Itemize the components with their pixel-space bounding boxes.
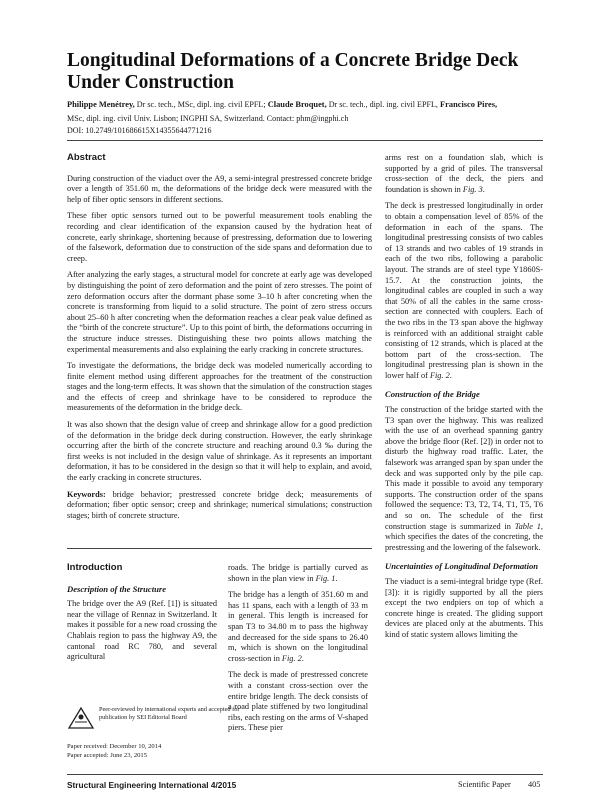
- received-date: Paper received: December 10, 2014: [67, 743, 162, 750]
- right-text: arms rest on a foundation slab, which is supported by a grid of piles. The transversal cross-section of the deck, the piers and foundation is shown in: [385, 153, 543, 194]
- journal-footer: Structural Engineering International 4/2015: [67, 780, 237, 790]
- keywords-label: Keywords:: [67, 489, 106, 499]
- author-name-1: Philippe Menétrey,: [67, 100, 135, 109]
- right-text: The viaduct is a semi-integral bridge type (Ref.: [385, 576, 543, 586]
- paper-title: Longitudinal Deformations of a Concrete Bridge Deck Under Construction: [67, 50, 519, 93]
- right-text: The deck is prestressed longitudinally in order to obtain a compensation level of 85% of the deformation in each of the spans. The longitudinal prestressing consists of two cables of 13 strands and two cables of 19 strands in each of the two ribs, following a parabolic layout. The strands are of steel type Y1860S-15.7. At the construction joints, the longitudinal cables are coupled in such a way that 50% of all the cables in the same cross-section are connected with couplers. Each of the two ribs in the T3 span above the highway is reinforced with an additional straight cable consisting of 12 strands, which is placed at the bottom part of the cross-section. The longitudinal prestressing plan is shown in the lower half of: [385, 201, 543, 380]
- intro-column: [67, 563, 217, 669]
- author-name-3: Francisco Pires,: [437, 100, 498, 109]
- header-divider: [67, 140, 543, 141]
- ref-link-1[interactable]: [1]: [168, 599, 178, 609]
- mid-text: roads. The bridge is partially curved as shown in the plan view in: [228, 563, 368, 583]
- abstract-paragraph: To investigate the deformations, the bridge deck was modeled numerically according to finite element method using different approaches for the treatment of the construction stages and the long-term effects. It was shown that the simulation of the construction stages and the effects of creep and shrinkage have to be considered to reproduce the measurements of the deformation in the bridge deck.: [67, 361, 372, 413]
- mid-paragraph: [228, 590, 368, 664]
- right-text: .: [449, 370, 452, 380]
- page-number: 405: [528, 780, 541, 789]
- footer-divider: [67, 774, 543, 775]
- intro-text: The bridge over the A9 (Ref.: [67, 599, 169, 609]
- author-affil-2: Dr sc. tech., dipl. ing. civil EPFL,: [326, 100, 438, 109]
- article-type: Scientific Paper: [458, 780, 511, 789]
- author-affil-1: Dr sc. tech., MSc, dipl. ing. civil EPFL;: [134, 100, 266, 109]
- mid-text: .: [335, 573, 338, 583]
- right-text: , which specifies the dates of the concreting, the prestressing and the lowering of the falsework.: [385, 521, 543, 552]
- right-text: ): it is rigidly supported by all the piers except the two endpiers on top of which a concrete hinge is created. The gliding support devices are placed only at the abutments. This kind of static system allows limiting the: [385, 587, 543, 639]
- abstract-paragraph: After analyzing the early stages, a structural model for concrete at early age was developed by distinguishing the point of zero deformation and the point of zero stresses. The point of zero deformation occurs after the dormant phase some 3–10 h after concreting when the concrete is transforming from liquid to a solid structure. The point of zero stress occurs about 25–60 h after concreting when the deformation reaches a clear peak value defined as the “birth of the concrete structure”. Up to this point of birth, the deformations occurring in the structure induce stresses. Distinguishing these two points allows matching the experimental measurements and also explaining the early cracking in concrete structures.: [67, 270, 372, 354]
- right-column: [385, 153, 543, 647]
- author-name-2: Claude Broquet,: [265, 100, 327, 109]
- accepted-date: Paper accepted: June 23, 2015: [67, 752, 148, 759]
- middle-column: [228, 563, 368, 740]
- right-text: The construction of the bridge started with the T3 span over the highway. This was realized with the use of an overhead spanning gantry above the bridge floor (Ref.: [385, 405, 543, 446]
- right-text: ) in order not to disturb the highway road traffic. Later, the falsework was arranged span by span under the deck and was supported only by the pile cap. This made it possible to avoid any temporary supports. The construction order of the spans followed the sequence: T3, T2, T4, T1, T5, T6 and so on. The schedule of the first construction stage is summarized in: [385, 436, 543, 531]
- mid-paragraph: [228, 563, 368, 584]
- abstract-section: [67, 153, 372, 527]
- fig-1-link[interactable]: Fig. 1: [315, 573, 336, 583]
- intro-paragraph: [67, 599, 217, 663]
- abstract-paragraph: It was also shown that the design value of creep and shrinkage allow for a good prediction of the deformation in the bridge deck during construction. However, the early shrinkage occurring after the birth of the concrete structure and reaching around 0.3 ‰ during the first weeks is not included in the design value of shrinkage. As it represents an important deformation, it has to be considered in the design so that it will help to explain, and avoid, the early cracking in concrete structures.: [67, 420, 372, 483]
- peer-review-notice: [67, 704, 249, 744]
- right-paragraph: [385, 153, 543, 195]
- mid-paragraph: The deck is made of prestressed concrete with a constant cross-section over the entire bridge length. The deck consists of a road plate stiffened by two longitudinal ribs, each resting on the arms of V-shaped piers. These pier: [228, 670, 368, 733]
- abstract-paragraph: During construction of the viaduct over the A9, a semi-integral prestressed concrete bridge over a length of 351.60 m, the deformations of the bridge deck were measured with the help of fiber optic sensors in different sections.: [67, 173, 372, 204]
- intro-text: ) is situated near the village of Rennaz in Switzerland. It makes it possible for a new road crossing the Chablais region to pass the highway A9, the cantonal road RC 780, and several agricultural: [67, 599, 217, 662]
- right-paragraph: [385, 577, 543, 641]
- doi[interactable]: DOI: 10.2749/101686615X14355644771216: [67, 126, 212, 135]
- introduction-heading: Introduction: [67, 562, 123, 573]
- right-paragraph: [385, 201, 543, 381]
- description-heading: Description of the Structure: [67, 583, 167, 594]
- uncertainties-heading: Uncertainties of Longitudinal Deformation: [385, 561, 539, 572]
- fig-2-link[interactable]: Fig. 2: [429, 370, 450, 380]
- author-line-1: [67, 98, 547, 112]
- right-paragraph: [385, 405, 543, 553]
- fig-3-link[interactable]: Fig. 3: [462, 184, 483, 194]
- right-text: .: [482, 184, 485, 194]
- peer-review-icon: [67, 704, 95, 732]
- mid-text: .: [301, 653, 304, 663]
- construction-heading: Construction of the Bridge: [385, 389, 480, 400]
- keywords: [67, 490, 372, 522]
- ref-link-3[interactable]: [3]: [385, 587, 395, 597]
- peer-review-text: Peer-reviewed by international experts and accepted for publication by SEI Editorial Board: [99, 706, 240, 721]
- table-1-link[interactable]: Table 1: [514, 521, 541, 531]
- abstract-divider: [67, 548, 372, 549]
- abstract-heading: Abstract: [67, 152, 106, 163]
- keywords-text: bridge behavior; prestressed concrete bridge deck; measurements of deformation; fiber optic sensor; creep and shrinkage; numerical simulations; construction stages; birth of concrete structure.: [67, 489, 372, 520]
- author-line-2: MSc, dipl. ing. civil Univ. Lisbon; INGPHI SA, Switzerland. Contact: phm@ingphi.ch: [67, 114, 349, 123]
- abstract-paragraph: These fiber optic sensors turned out to be powerful measurement tools enabling the recording and clear identification of the expansion caused by the hydration heat of concrete, early shrinkage, shortening because of prestressing, deformation due to lowering of the falsework, deformation due to construction of the side spans and deformation due to creep.: [67, 211, 372, 263]
- ref-link-2[interactable]: [2]: [480, 436, 491, 446]
- author-block: [67, 98, 547, 126]
- fig-2-link[interactable]: Fig. 2: [281, 653, 302, 663]
- mid-text: The bridge has a length of 351.60 m and has 11 spans, each with a length of 33 m in general. This length is increased for span T3 to 34.80 m to pass the highway and decreased for the side spans to 26.40 m, which is shown on the longitudinal cross-section in: [228, 590, 368, 663]
- received-dates: [67, 742, 161, 760]
